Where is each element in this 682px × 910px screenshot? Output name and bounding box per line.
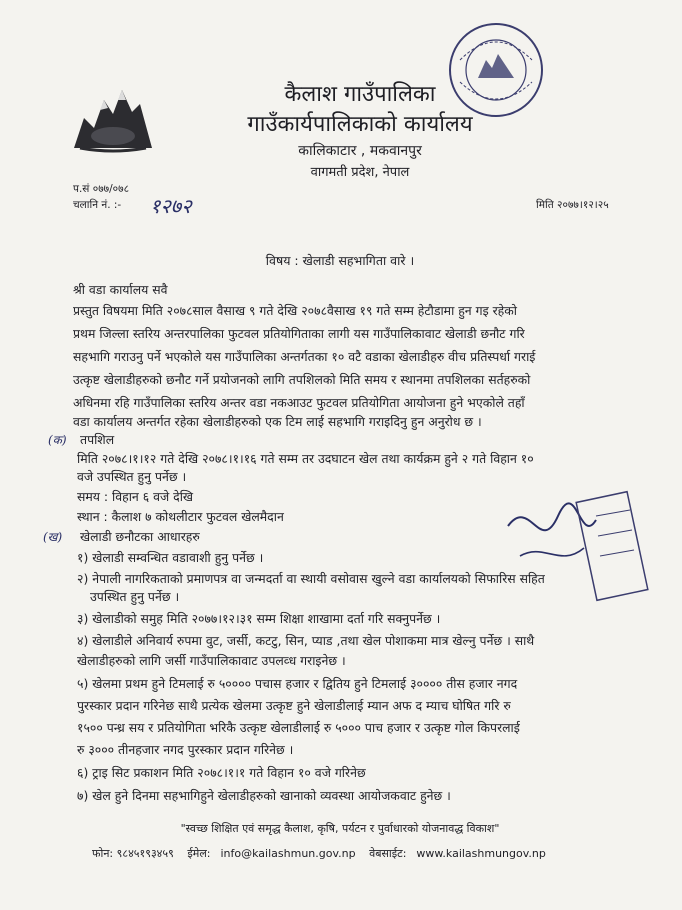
footer-website[interactable]: www.kailashmungov.np	[416, 847, 546, 860]
footer-contact	[92, 846, 556, 861]
footer-email-label: ईमेल:	[187, 847, 211, 860]
ps-number: प.सं ०७७/०७८	[73, 183, 130, 195]
criteria-item: ६) ट्राइ सिट प्रकाशन मिति २०७८।१।१ गते विहान १० वजे गरिनेछ	[77, 765, 366, 780]
criteria-item: १५०० पन्ध्र सय र प्रतियोगिता भरिकै उत्कृष्ट खेलाडीलाई रु ५००० पाच हजार र उत्कृष्ट गोल किपरलाई	[77, 720, 520, 735]
criteria-item: उपस्थित हुनु पर्नेछ ।	[90, 589, 180, 604]
office-name: गाउँकार्यपालिकाको कार्यालय	[247, 112, 473, 137]
tapashil-place: स्थान : कैलाश ७ कोथलीटार फुटवल खेलमैदान	[77, 509, 284, 524]
footer-slogan: "स्वच्छ शिक्षित एवं समृद्ध कैलाश, कृषि, पर्यटन र पुर्वाधारको योजनावद्ध विकाश"	[180, 822, 500, 835]
tapashil-heading: तपशिल	[80, 432, 115, 447]
footer-phone: फोन: ९८४५१९३४५९	[92, 847, 174, 860]
criteria-item: खेलाडीहरुको लागि जर्सी गाउँपालिकावाट उपलव्ध गराइनेछ ।	[77, 653, 346, 668]
criteria-heading: खेलाडी छनौटका आधारहरु	[80, 529, 200, 544]
body-line: प्रथम जिल्ला स्तरिय अन्तरपालिका फुटवल प्रतियोगिताका लागी यस गाउँपालिकावाट खेलाडी छनौट गरि	[73, 326, 525, 341]
criteria-item: ७) खेल हुने दिनमा सहभागिहुने खेलाडीहरुको खानाको व्यवस्था आयोजकवाट हुनेछ ।	[77, 788, 451, 803]
criteria-mark: (ख)	[43, 530, 63, 544]
tapashil-mark: (क)	[48, 433, 67, 447]
criteria-item: ३) खेलाडीको समुह मिति २०७७।१२।३१ सम्म शिक्षा शाखामा दर्ता गरि सक्नुपर्नेछ ।	[77, 611, 441, 626]
nepal-emblem-icon	[70, 78, 156, 154]
signature-stamp-icon	[500, 486, 650, 606]
footer-email[interactable]: info@kailashmun.gov.np	[220, 847, 356, 860]
tapashil-line: मिति २०७८।१।१२ गते देखि २०७८।१।१६ गते सम्म तर उदघाटन खेल तथा कार्यक्रम हुने २ गते विहान १०	[77, 451, 534, 466]
criteria-item: १) खेलाडी सम्वन्धित वडावाशी हुनु पर्नेछ ।	[77, 550, 264, 565]
recipient: श्री वडा कार्यालय सवै	[73, 282, 168, 297]
criteria-item: रु ३००० तीनहजार नगद पुरस्कार प्रदान गरिनेछ ।	[77, 742, 294, 757]
office-province: वागमती प्रदेश, नेपाल	[310, 165, 410, 180]
tapashil-line: वजे उपस्थित हुनु पर्नेछ ।	[77, 469, 187, 484]
chalani-number: १२७२	[150, 194, 192, 218]
body-line: प्रस्तुत विषयमा मिति २०७८साल वैसाख ९ गते देखि २०७८वैसाख १९ गते सम्म हेटौडामा हुन गइ रहेको	[73, 303, 517, 318]
tapashil-time: समय : विहान ६ वजे देखि	[77, 489, 194, 504]
body-line: सहभागि गराउनु पर्ने भएकोले यस गाउँपालिका अन्तर्गतका १० वटै वडाका खेलाडीहरु वीच प्रतिस्पर्धा गराई	[73, 349, 536, 364]
criteria-item: ४) खेलाडीले अनिवार्य रुपमा वुट, जर्सी, कटटु, सिन, प्याड ,तथा खेल पोशाकमा मात्र खेल्नु पर्नेछ । साथै	[77, 633, 535, 648]
letter-subject: विषय : खेलाडी सहभागिता वारे ।	[265, 253, 415, 268]
body-line: अधिनमा रहि गाउँपालिका स्तरिय अन्तर वडा नकआउट फुटवल प्रतियोगिता आयोजना हुने भएकोले तहाँ	[73, 395, 525, 410]
municipality-name: कैलाश गाउँपालिका	[284, 82, 436, 107]
body-line: उत्कृष्ट खेलाडीहरुको छनौट गर्ने प्रयोजनको लागि तपशिलको मिति समय र स्थानमा तपशिलका सर्तहरुको	[73, 372, 531, 387]
criteria-item: ५) खेलमा प्रथम हुने टिमलाई रु ५०००० पचास हजार र द्वितिय हुने टिमलाई ३०००० तीस हजार नगद	[77, 676, 518, 691]
office-address: कालिकाटार , मकवानपुर	[298, 143, 422, 159]
footer-website-label: वेबसाईट:	[369, 847, 407, 860]
criteria-item: २) नेपाली नागरिकताको प्रमाणपत्र वा जन्मदर्ता वा स्थायी वसोवास खुल्ने वडा कार्यालयको सिफारिस सहित	[77, 571, 545, 586]
body-line: वडा कार्यालय अन्तर्गत रहेका खेलाडीहरुको एक टिम लाई सहभागि गराइदिनु हुन अनुरोध छ ।	[73, 414, 482, 429]
chalani-label: चलानि नं. :-	[73, 199, 122, 211]
criteria-item: पुरस्कार प्रदान गरिनेछ साथै प्रत्येक खेलमा उत्कृष्ट हुने खेलाडीलाई म्यान अफ द म्याच घोषित गरि रु	[77, 698, 511, 713]
letter-date: मिति २०७७।१२।२५	[536, 199, 609, 211]
